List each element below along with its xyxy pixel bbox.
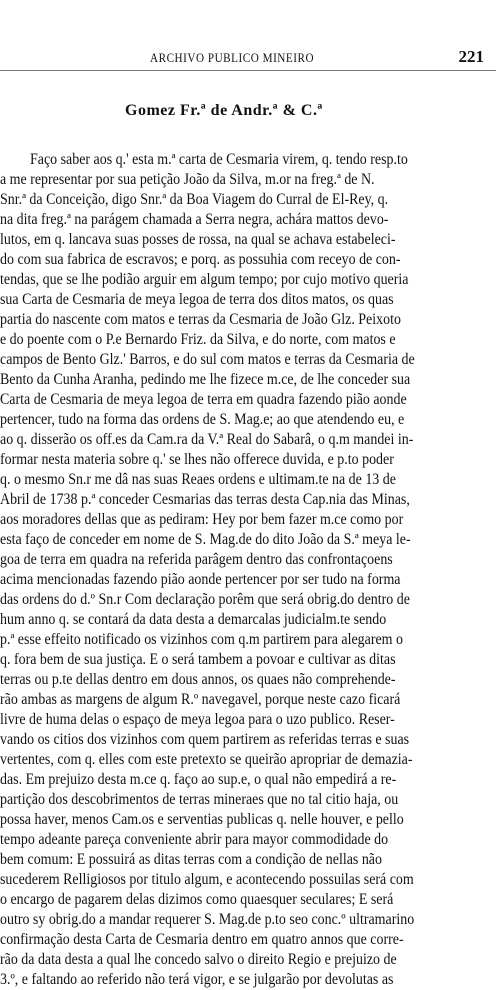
text-line: pertencer, tudo na forma das ordens de S. Mag.e; ao que atendendo eu, e [0, 411, 405, 428]
text-line: das. Em prejuizo desta m.ce q. faço ao sup.e, o qual não empedirá a re- [0, 771, 397, 788]
text-line: tendas, que se lhe podião arguir em algum tempo; por cujo motivo queria [0, 271, 409, 288]
text-line: o encargo de pagarem delas dizimos como quaesquer seculares; E será [0, 891, 394, 908]
text-line: confirmação desta Carta de Cesmaria dentro em quatro annos que corre- [0, 931, 404, 948]
text-line: p.ª esse effeito notificado os vizinhos com q.m partirem para alegarem o [0, 631, 403, 648]
text-line: do com sua fabrica de escravos; e porq. as possuhia com receyo de con- [0, 251, 401, 268]
text-line: sucederem Relligiosos por titulo algum, e acontecendo possuilas será com [0, 871, 414, 888]
text-line: rão da data desta a qual lhe concedo salvo o direito Regio e prejuizo de [0, 951, 397, 968]
running-head-title: ARCHIVO PUBLICO MINEIRO [150, 50, 315, 65]
text-line: Faço saber aos q.' esta m.ª carta de Cesmaria virem, q. tendo resp.to [30, 151, 408, 168]
text-line: formar nesta materia sobre q.' se lhes não offerece duvida, e p.to poder [0, 451, 394, 468]
text-line: vando os citios dos vizinhos com quem partirem as referidas terras e suas [0, 731, 410, 748]
text-line: vertentes, com q. elles com este pretexto se queirão apropriar de demazia- [0, 751, 413, 768]
text-line: sua Carta de Cesmaria de meya legoa de terra dos ditos matos, os quas [0, 291, 394, 308]
text-line: terras ou p.te dellas dentro em dous annos, os quaes não comprehende- [0, 671, 396, 688]
text-line: livre de huma delas o espaço de meya legoa para o uzo publico. Reser- [0, 711, 395, 728]
text-line: Carta de Cesmaria de meya legoa de terra em quadra fazendo pião aonde [0, 391, 407, 408]
text-line: possa haver, menos Cam.os e serventias publicas q. nelle houver, e pello [0, 811, 404, 828]
text-line: partição dos descobrimentos de terras mineraes que no tal citio haja, ou [0, 791, 399, 808]
text-line: partia do nascente com matos e terras da Cesmaria de João Glz. Peixoto [0, 311, 401, 328]
text-line: e do poente com o P.e Bernardo Friz. da Silva, e do norte, com matos e [0, 331, 396, 348]
text-line: Snr.ª da Conceição, digo Snr.ª da Boa Viagem do Curral de El-Rey, q. [0, 191, 389, 208]
text-line: hum anno q. se contará da data desta a demarcalas judicialm.te sendo [0, 611, 387, 628]
text-line: das ordens do d.º Sn.r Com declaração porêm que será obrig.do dentro de [0, 591, 410, 608]
text-line: tempo adeante pareça conveniente abrir para mayor commodidade do [0, 831, 389, 848]
text-line: lutos, em q. lancava suas posses de rossa, na qual se achava estabeleci- [0, 231, 396, 248]
header-rule [0, 70, 496, 71]
text-line: ao q. disserão os off.es da Cam.ra da V.ª Real do Sabarâ, o q.m mandei in- [0, 431, 414, 448]
text-line: na dita freg.ª na parágem chamada a Serra negra, achára mattos devo- [0, 211, 389, 228]
text-line: q. fora bem de sua justiça. E o será tambem a povoar e cultivar as ditas [0, 651, 396, 668]
text-line: Bento da Cunha Aranha, pedindo me lhe fizece m.ce, de lhe conceder sua [0, 371, 411, 388]
text-line: goa de terra em quadra na referida parâgem dentro das confrontaçoens [0, 551, 393, 568]
text-line: outro sy obrig.do a mandar requerer S. Mag.de p.to seo conc.º ultramarino [0, 911, 415, 928]
text-line: 3.º, e faltando ao referido não terá vigor, e se julgarão por devolutas as [0, 971, 394, 988]
text-line: acima mencionadas fazendo pião aonde pertencer por ser tudo na forma [0, 571, 401, 588]
text-line: aos moradores dellas que as pediram: Hey por bem fazer m.ce como por [0, 511, 404, 528]
article-title: Gomez Fr.ª de Andr.ª & C.ª [125, 102, 323, 119]
text-line: esta faço de conceder em nome de S. Mag.de do dito João da S.ª meya le- [0, 531, 411, 548]
text-line: Abril de 1738 p.ª conceder Cesmarias das terras desta Cap.nia das Minas, [0, 491, 410, 508]
text-line: rão ambas as margens de algum R.º navegavel, porque neste cazo ficará [0, 691, 401, 708]
page-number: 221 [458, 47, 484, 66]
text-line: a me representar por sua petição João da Silva, m.or na freg.ª de N. [0, 171, 375, 188]
text-line: bem comum: E possuirá as ditas terras com a condição de nellas não [0, 851, 382, 868]
text-line: campos de Bento Glz.' Barros, e do sul com matos e terras da Cesmaria de [0, 351, 415, 368]
text-line: q. o mesmo Sn.r me dâ nas suas Reaes ordens e ultimam.te na de 13 de [0, 471, 396, 488]
